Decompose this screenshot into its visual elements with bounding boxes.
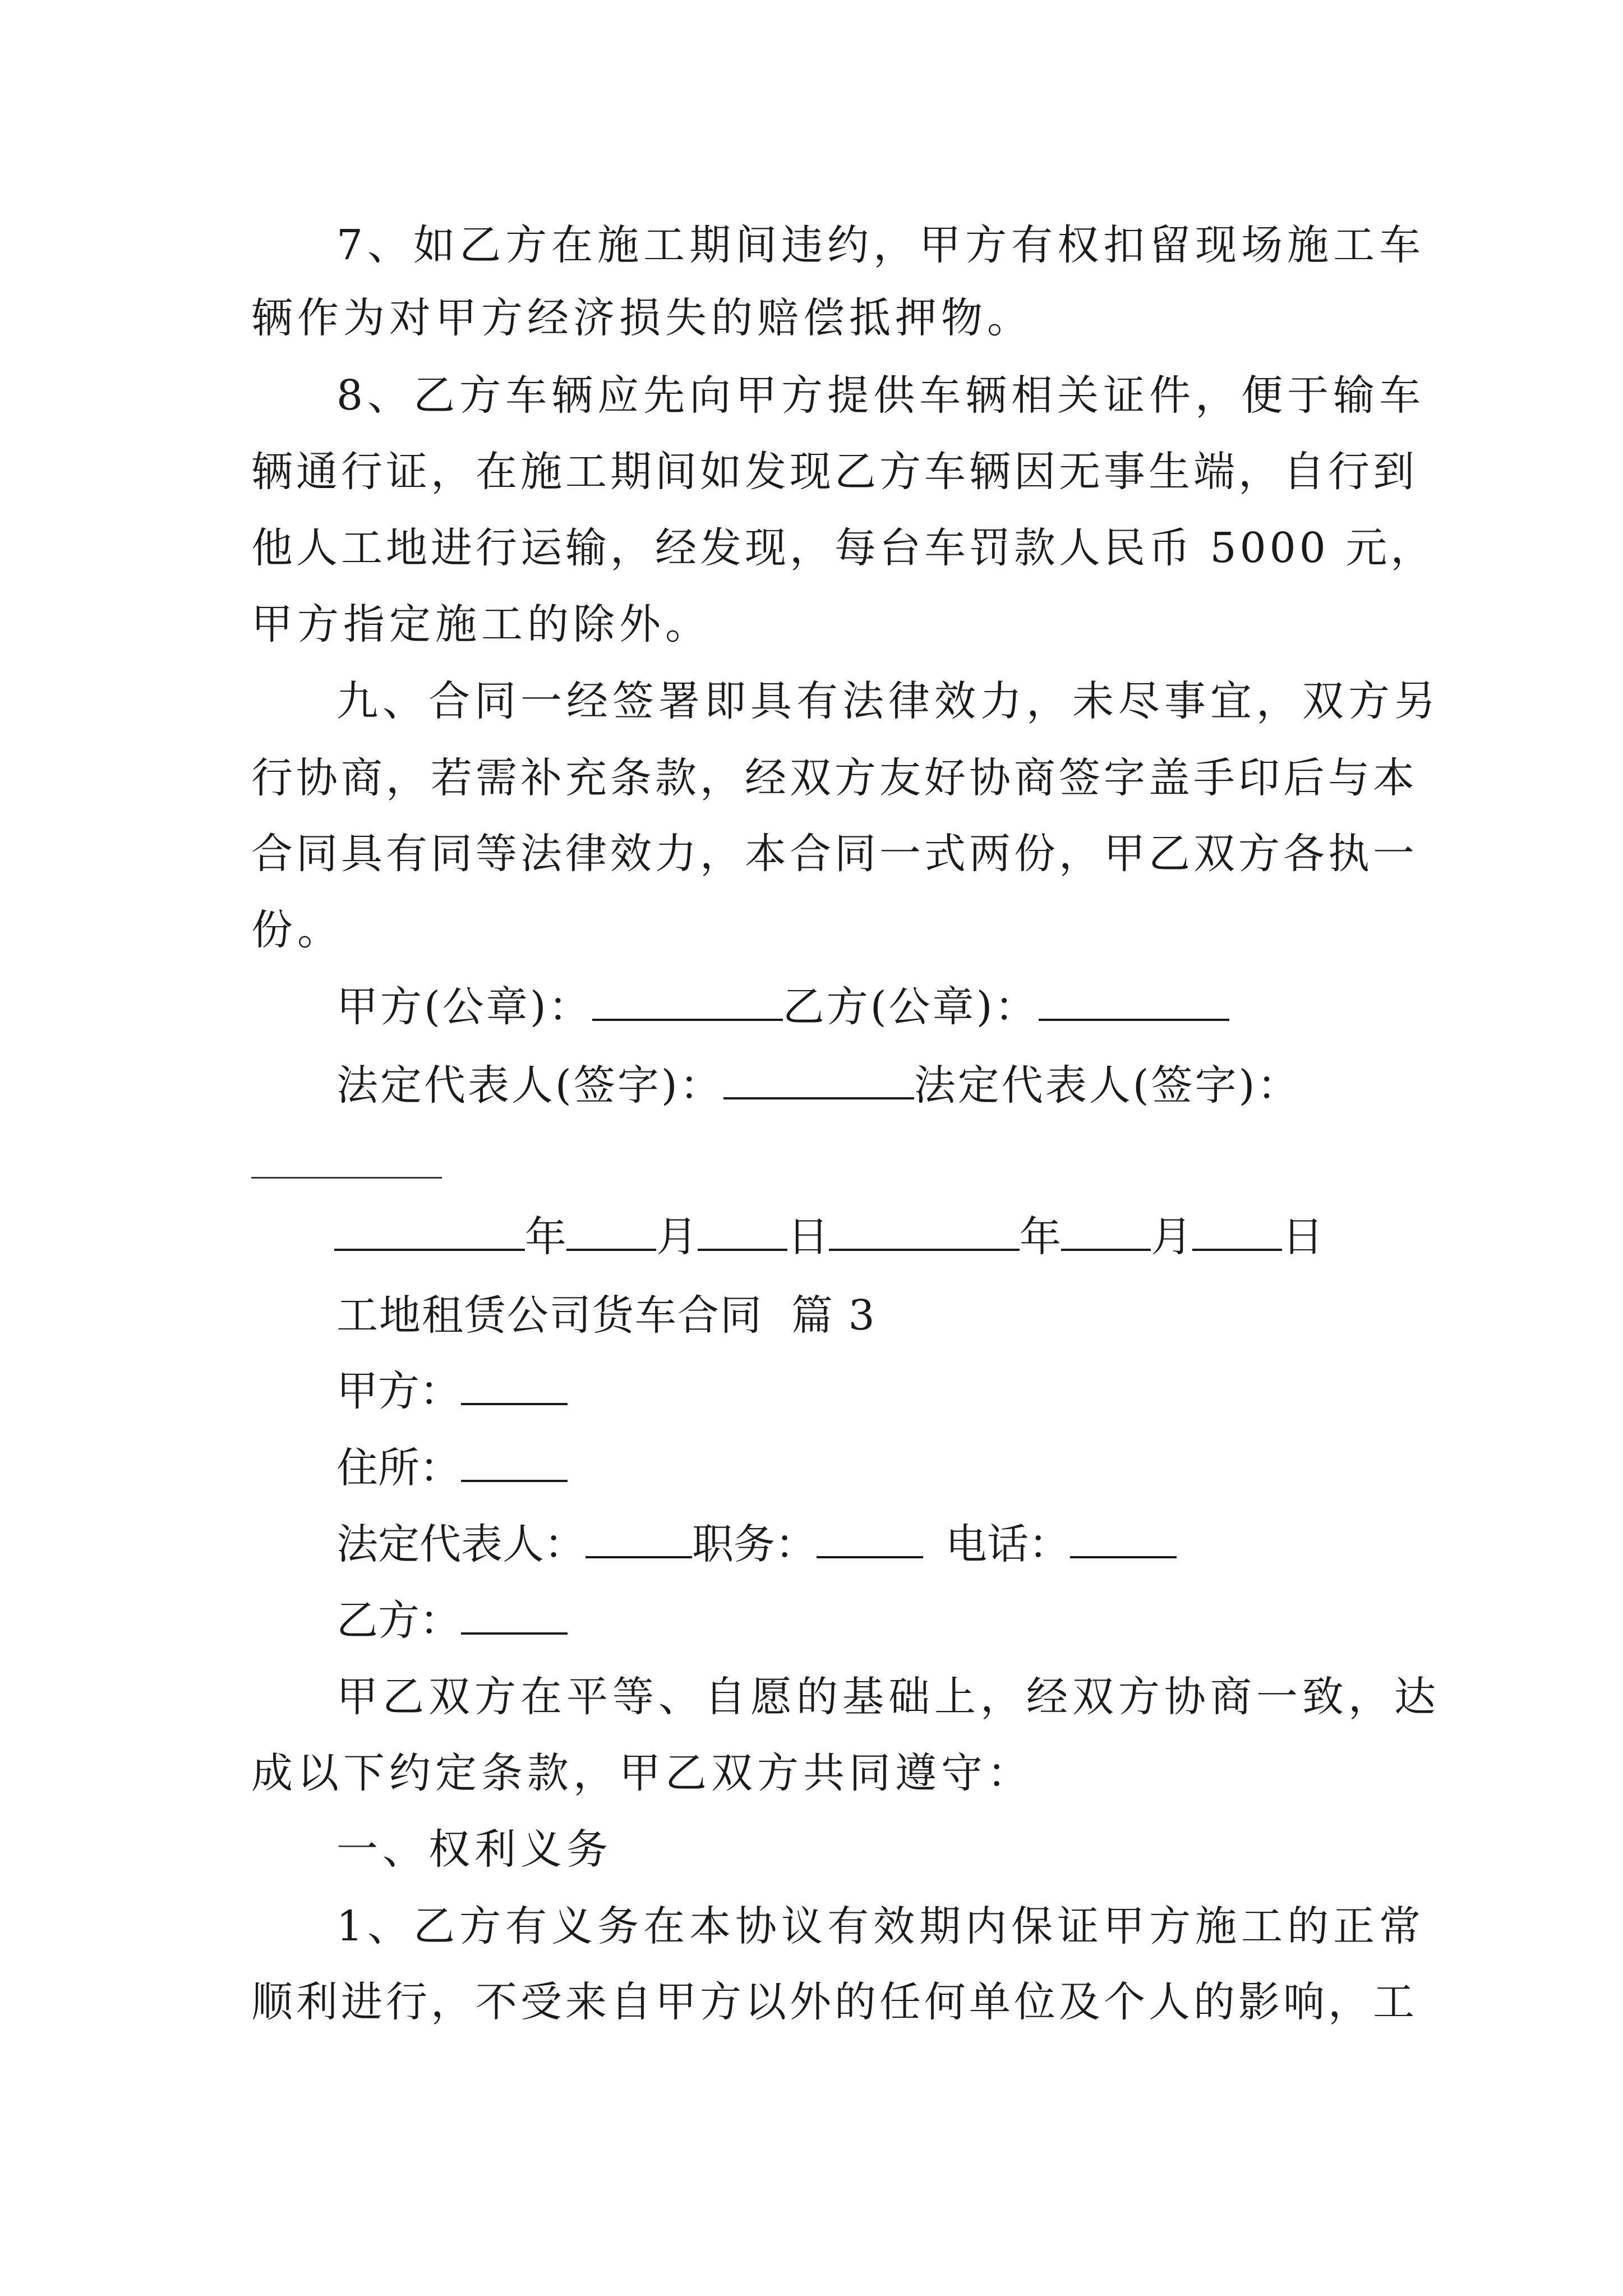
rep-a-label: 法定代表人(签字)： bbox=[336, 1061, 723, 1110]
day-a-label: 日 bbox=[787, 1213, 829, 1261]
rep-b-label: 法定代表人(签字)： bbox=[914, 1061, 1301, 1110]
day-a-blank[interactable] bbox=[698, 1216, 787, 1251]
legal-rep-blank[interactable] bbox=[585, 1524, 692, 1558]
position-blank[interactable] bbox=[817, 1524, 923, 1558]
clause-8-line-4: 甲方指定施工的除外。 bbox=[251, 600, 711, 648]
address-row bbox=[336, 1444, 568, 1492]
phone-label: 电话： bbox=[946, 1520, 1070, 1568]
representative-row bbox=[336, 1061, 1301, 1110]
date-row bbox=[334, 1213, 1324, 1261]
month-a-blank[interactable] bbox=[566, 1216, 656, 1251]
seal-row bbox=[336, 983, 1229, 1031]
legal-rep-label: 法定代表人： bbox=[336, 1520, 585, 1568]
party-b-label: 乙方： bbox=[336, 1596, 461, 1645]
rep-b-blank[interactable] bbox=[251, 1177, 442, 1179]
day-b-blank[interactable] bbox=[1192, 1216, 1282, 1251]
clause-8-line-3: 他人工地进行运输，经发现，每台车罚款人民币 5000 元， bbox=[251, 524, 1436, 572]
heading-rights-obligations: 一、权利义务 bbox=[336, 1825, 612, 1874]
party-a-row bbox=[336, 1367, 568, 1415]
address-blank[interactable] bbox=[461, 1447, 568, 1482]
year-a-blank[interactable] bbox=[334, 1216, 525, 1251]
month-b-label: 月 bbox=[1151, 1213, 1192, 1261]
clause-9-line-1: 九、合同一经签署即具有法律效力，未尽事宜，双方另 bbox=[336, 677, 1440, 725]
year-b-blank[interactable] bbox=[829, 1216, 1020, 1251]
clause-7-line-2: 辆作为对甲方经济损失的赔偿抵押物。 bbox=[251, 294, 1033, 342]
section-title: 工地租赁公司货车合同 篇 3 bbox=[336, 1291, 876, 1340]
month-b-blank[interactable] bbox=[1061, 1216, 1151, 1251]
party-a-label: 甲方： bbox=[336, 1367, 461, 1415]
clause-8-line-1: 8、乙方车辆应先向甲方提供车辆相关证件，便于输车 bbox=[336, 371, 1426, 420]
year-b-label: 年 bbox=[1020, 1213, 1061, 1261]
clause-9-line-3: 合同具有同等法律效力，本合同一式两份，甲乙双方各执一 bbox=[251, 830, 1418, 878]
legal-rep-row bbox=[336, 1520, 1177, 1568]
clause-8-line-2: 辆通行证，在施工期间如发现乙方车辆因无事生端，自行到 bbox=[251, 448, 1418, 496]
clause-7-line-1: 7、如乙方在施工期间违约，甲方有权扣留现场施工车 bbox=[336, 221, 1426, 269]
day-b-label: 日 bbox=[1282, 1213, 1324, 1261]
party-a-seal-label: 甲方(公章)： bbox=[336, 983, 592, 1031]
position-label: 职务： bbox=[692, 1520, 817, 1568]
item-1-line-1: 1、乙方有义务在本协议有效期内保证甲方施工的正常 bbox=[336, 1902, 1426, 1950]
phone-blank[interactable] bbox=[1070, 1524, 1177, 1558]
intro-line-2: 成以下约定条款，甲乙双方共同遵守： bbox=[251, 1749, 1033, 1797]
party-b-seal-blank[interactable] bbox=[1039, 986, 1229, 1021]
party-a-blank[interactable] bbox=[461, 1370, 568, 1405]
item-1-line-2: 顺利进行，不受来自甲方以外的任何单位及个人的影响，工 bbox=[251, 1978, 1418, 2026]
clause-9-line-2: 行协商，若需补充条款，经双方友好协商签字盖手印后与本 bbox=[251, 754, 1418, 802]
party-b-blank[interactable] bbox=[461, 1600, 568, 1635]
clause-9-line-4: 份。 bbox=[251, 906, 343, 954]
year-a-label: 年 bbox=[525, 1213, 566, 1261]
party-b-seal-label: 乙方(公章)： bbox=[782, 983, 1039, 1031]
intro-line-1: 甲乙双方在平等、自愿的基础上，经双方协商一致，达 bbox=[336, 1673, 1440, 1721]
rep-a-blank[interactable] bbox=[723, 1065, 914, 1099]
party-a-seal-blank[interactable] bbox=[592, 986, 783, 1021]
address-label: 住所： bbox=[336, 1444, 461, 1492]
party-b-row bbox=[336, 1596, 568, 1645]
month-a-label: 月 bbox=[656, 1213, 698, 1261]
